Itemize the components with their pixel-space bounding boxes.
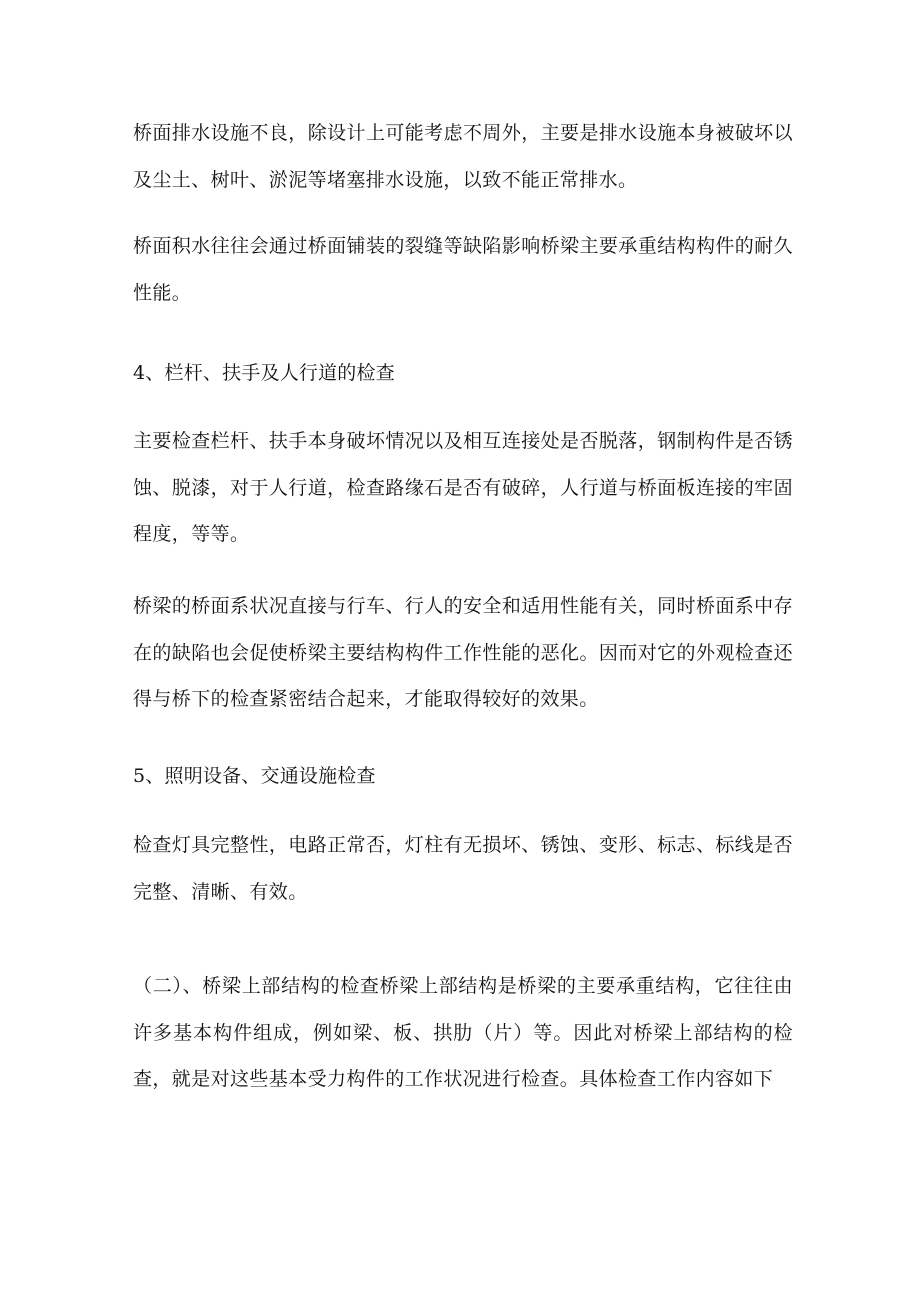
heading-railing-inspection: 4、栏杆、扶手及人行道的检查 [133,362,395,384]
paragraph-drainage: 桥面排水设施不良，除设计上可能考虑不周外，主要是排水设施本身被破坏以及尘土、树叶、淤泥等堵塞排水设施，以致不能正常排水。 [133,122,793,191]
paragraph-railing-details: 主要检查栏杆、扶手本身破坏情况以及相互连接处是否脱落，钢制构件是否锈蚀、脱漆，对于人行道，检查路缘石是否有破碎，人行道与桥面板连接的牢固程度，等等。 [133,430,793,545]
paragraph-lighting-details: 检查灯具完整性，电路正常否，灯柱有无损坏、锈蚀、变形、标志、标线是否完整、清晰、有效。 [133,834,793,903]
paragraph-deck-system: 桥梁的桥面系状况直接与行车、行人的安全和适用性能有关，同时桥面系中存在的缺陷也会促使桥梁主要结构构件工作性能的恶化。因而对它的外观检查还得与桥下的检查紧密结合起来，才能取得较好的效果。 [133,595,793,710]
heading-lighting-inspection: 5、照明设备、交通设施检查 [133,765,376,787]
paragraph-ponding: 桥面积水往往会通过桥面铺装的裂缝等缺陷影响桥梁主要承重结构构件的耐久性能。 [133,235,793,304]
paragraph-superstructure: （二）、桥梁上部结构的检查桥梁上部结构是桥梁的主要承重结构，它往往由许多基本构件组成，例如梁、板、拱肋（片）等。因此对桥梁上部结构的检查，就是对这些基本受力构件的工作状况进行检查。具体检查工作内容如下 [133,975,793,1090]
